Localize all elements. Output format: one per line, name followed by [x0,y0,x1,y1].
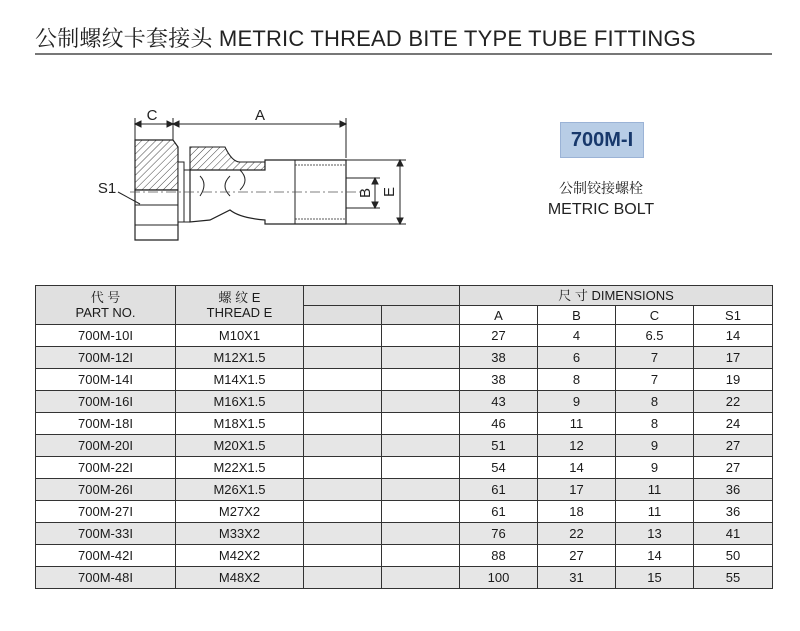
label-e: E [381,186,398,198]
cell-blank [382,347,460,369]
cell-blank [382,501,460,523]
cell-thread: M10X1 [176,325,304,347]
cell-thread: M42X2 [176,545,304,567]
table-row [36,567,773,589]
cell-part: 700M-18I [36,413,176,435]
cell-s1: 27 [694,457,773,479]
cell-a: 51 [460,435,538,457]
cell-a: 61 [460,501,538,523]
table-row [36,545,773,567]
cell-part: 700M-16I [36,391,176,413]
cell-thread: M14X1.5 [176,369,304,391]
cell-thread: M22X1.5 [176,457,304,479]
cell-a: 38 [460,347,538,369]
cell-s1: 19 [694,369,773,391]
cell-b: 27 [538,545,616,567]
cell-blank [382,413,460,435]
label-s1: S1 [97,180,117,197]
cell-blank [382,391,460,413]
table-row [36,347,773,369]
cell-b: 22 [538,523,616,545]
cell-a: 76 [460,523,538,545]
cell-c: 8 [616,413,694,435]
cell-c: 13 [616,523,694,545]
shank-body [190,160,346,224]
header-blank-1 [304,306,382,325]
cell-c: 14 [616,545,694,567]
cell-s1: 17 [694,347,773,369]
cell-s1: 14 [694,325,773,347]
cell-c: 9 [616,457,694,479]
table-row [36,413,773,435]
cell-thread: M27X2 [176,501,304,523]
product-name-en: METRIC BOLT [547,201,655,218]
header-part-no [36,286,176,325]
cell-blank [382,457,460,479]
cell-thread: M16X1.5 [176,391,304,413]
cell-s1: 55 [694,567,773,589]
cell-a: 61 [460,479,538,501]
label-c: C [146,107,158,124]
table-row [36,369,773,391]
page-title: 公制螺纹卡套接头 METRIC THREAD BITE TYPE TUBE FITTINGS [35,26,696,51]
cell-c: 11 [616,479,694,501]
cell-a: 46 [460,413,538,435]
cell-blank [304,523,382,545]
cell-a: 100 [460,567,538,589]
cell-blank [304,369,382,391]
cell-b: 4 [538,325,616,347]
header-col-b: B [538,306,616,325]
cell-c: 7 [616,347,694,369]
cell-blank [382,479,460,501]
cell-part: 700M-27I [36,501,176,523]
cell-c: 8 [616,391,694,413]
cell-part: 700M-12I [36,347,176,369]
cell-blank [304,347,382,369]
cell-blank [304,413,382,435]
cell-part: 700M-20I [36,435,176,457]
title-divider [35,53,772,55]
cell-c: 7 [616,369,694,391]
cell-a: 88 [460,545,538,567]
cell-b: 8 [538,369,616,391]
cell-part: 700M-48I [36,567,176,589]
table-row [36,523,773,545]
cell-blank [304,501,382,523]
cell-b: 31 [538,567,616,589]
cell-b: 6 [538,347,616,369]
header-thread-en: THREAD E [206,305,273,320]
cell-part: 700M-26I [36,479,176,501]
dimensions-table [35,285,773,589]
cell-thread: M20X1.5 [176,435,304,457]
cell-blank [382,325,460,347]
header-part-en: PART NO. [75,305,136,320]
table-row [36,457,773,479]
cell-b: 17 [538,479,616,501]
cell-b: 11 [538,413,616,435]
cell-b: 12 [538,435,616,457]
cell-b: 9 [538,391,616,413]
cell-thread: M48X2 [176,567,304,589]
cell-part: 700M-10I [36,325,176,347]
cell-blank [382,523,460,545]
cell-blank [382,567,460,589]
cell-blank [382,435,460,457]
cell-part: 700M-22I [36,457,176,479]
table-row [36,325,773,347]
header-thread [176,286,304,325]
header-col-s1: S1 [694,306,773,325]
cell-s1: 50 [694,545,773,567]
cell-c: 11 [616,501,694,523]
cell-blank [304,325,382,347]
cell-s1: 27 [694,435,773,457]
cell-s1: 41 [694,523,773,545]
cell-b: 14 [538,457,616,479]
cell-blank [304,391,382,413]
cell-a: 38 [460,369,538,391]
cell-blank [304,479,382,501]
cell-a: 27 [460,325,538,347]
cell-blank [304,435,382,457]
header-dimensions: 尺 寸 DIMENSIONS [460,286,773,306]
cell-part: 700M-14I [36,369,176,391]
header-thread-cn: 螺 纹 E [218,290,261,305]
cell-part: 700M-42I [36,545,176,567]
header-blank-2 [382,306,460,325]
label-a: A [254,107,266,124]
model-badge: 700M-I [560,122,644,158]
table-row [36,391,773,413]
cell-s1: 36 [694,479,773,501]
cell-blank [382,369,460,391]
header-col-a: A [460,306,538,325]
cell-thread: M18X1.5 [176,413,304,435]
cell-thread: M26X1.5 [176,479,304,501]
shank-section [190,147,265,170]
cell-thread: M12X1.5 [176,347,304,369]
table-row [36,501,773,523]
cell-blank [304,457,382,479]
bolt-head-hex [135,190,178,240]
product-name-cn: 公制铰接螺栓 [559,180,643,196]
cell-c: 9 [616,435,694,457]
cell-s1: 22 [694,391,773,413]
header-blank [304,286,460,306]
table-row [36,479,773,501]
cell-blank [304,567,382,589]
cell-blank [382,545,460,567]
table-row [36,435,773,457]
cell-b: 18 [538,501,616,523]
header-part-cn: 代 号 [90,290,121,305]
cell-part: 700M-33I [36,523,176,545]
cell-c: 15 [616,567,694,589]
cell-c: 6.5 [616,325,694,347]
label-b: B [357,187,374,199]
bolt-head-section [135,140,178,190]
bolt-drawing [90,100,430,260]
cell-thread: M33X2 [176,523,304,545]
header-col-c: C [616,306,694,325]
cell-a: 43 [460,391,538,413]
cell-s1: 24 [694,413,773,435]
cell-a: 54 [460,457,538,479]
cell-blank [304,545,382,567]
cell-s1: 36 [694,501,773,523]
